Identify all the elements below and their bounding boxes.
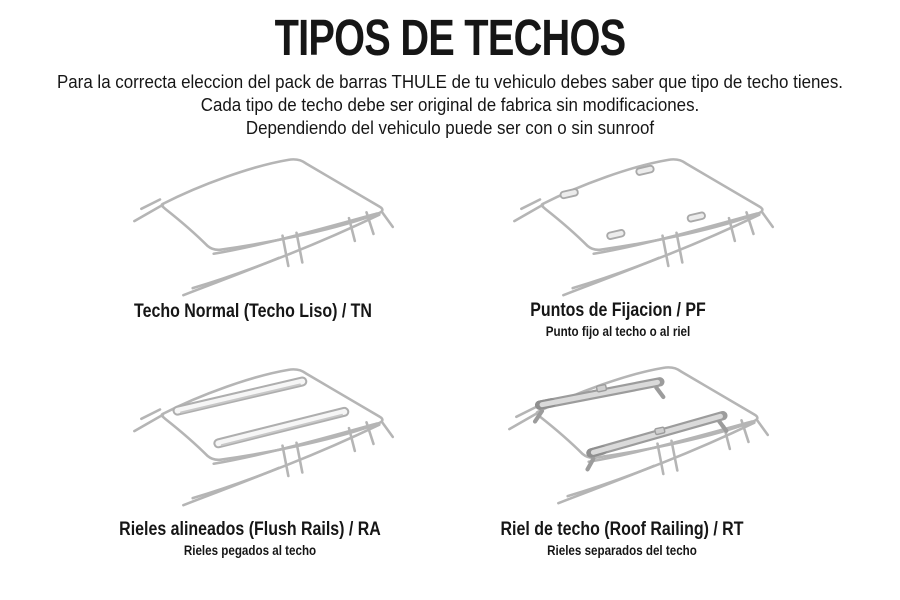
roof-type-sublabel-ra: Rieles pegados al techo	[183, 543, 317, 558]
page-title: TIPOS DE TECHOS	[274, 9, 626, 66]
flush-rails-roof-illustration	[90, 350, 440, 525]
fixed-points-roof-illustration	[470, 140, 820, 315]
raised-rails-roof-illustration	[465, 348, 815, 523]
caption-techo-normal	[53, 301, 453, 323]
roof-type-label-pf: Puntos de Fijacion / PF	[530, 300, 706, 321]
caption-rieles-alineados	[50, 519, 450, 559]
caption-riel-de-techo	[422, 519, 822, 559]
intro-text	[27, 71, 873, 140]
caption-puntos-fijacion	[418, 300, 818, 340]
intro-line-3: Dependiendo del vehiculo puede ser con o sin sunroof	[245, 118, 655, 138]
roof-type-label-ra: Rieles alineados (Flush Rails) / RA	[119, 519, 381, 540]
roof-type-label-rt: Riel de techo (Roof Railing) / RT	[500, 519, 744, 540]
intro-line-1: Para la correcta eleccion del pack de barras THULE de tu vehiculo debes saber que tipo de techo tienes.	[56, 72, 843, 92]
smooth-roof-illustration	[90, 140, 440, 315]
intro-line-2: Cada tipo de techo debe ser original de fabrica sin modificaciones.	[200, 95, 700, 115]
roof-type-label-tn: Techo Normal (Techo Liso) / TN	[134, 301, 372, 322]
roof-type-sublabel-pf: Punto fijo al techo o al riel	[545, 324, 691, 339]
roof-type-sublabel-rt: Rieles separados del techo	[547, 543, 697, 558]
